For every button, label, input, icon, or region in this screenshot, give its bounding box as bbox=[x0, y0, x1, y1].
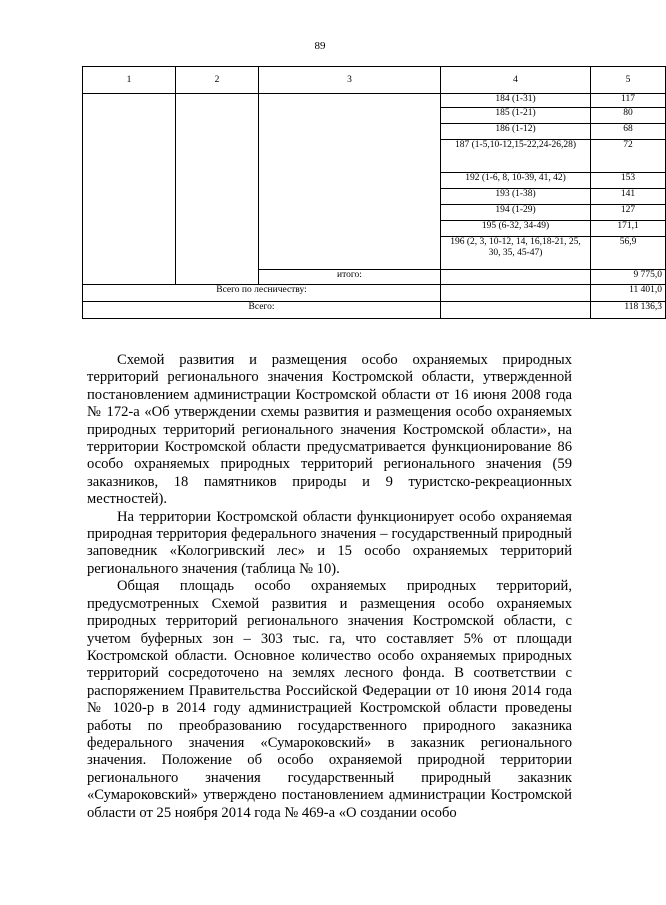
table-cell-empty bbox=[441, 270, 591, 285]
table-cell-empty bbox=[83, 94, 176, 285]
table-cell-empty bbox=[259, 94, 441, 270]
itogo-value: 9 775,0 bbox=[591, 270, 666, 285]
compartment-cell: 186 (1-12) bbox=[441, 124, 591, 140]
compartment-cell: 193 (1-38) bbox=[441, 189, 591, 205]
area-cell: 141 bbox=[591, 189, 666, 205]
table-cell-empty bbox=[441, 285, 591, 302]
column-header: 1 bbox=[83, 67, 176, 94]
itogo-label: итого: bbox=[259, 270, 441, 285]
column-header: 4 bbox=[441, 67, 591, 94]
forestry-total-label: Всего по лесничеству: bbox=[83, 285, 441, 302]
table-cell-empty bbox=[176, 94, 259, 285]
area-cell: 80 bbox=[591, 108, 666, 124]
column-header: 3 bbox=[259, 67, 441, 94]
area-cell: 171,1 bbox=[591, 221, 666, 237]
compartment-cell: 185 (1-21) bbox=[441, 108, 591, 124]
area-cell: 56,9 bbox=[591, 237, 666, 270]
grand-total-row bbox=[83, 302, 666, 319]
compartment-cell: 187 (1-5,10-12,15-22,24-26,28) bbox=[441, 140, 591, 173]
table-header-row bbox=[83, 67, 666, 94]
area-cell: 72 bbox=[591, 140, 666, 173]
area-cell: 117 bbox=[591, 94, 666, 108]
page-number: 89 bbox=[314, 40, 326, 52]
table-cell-empty bbox=[441, 302, 591, 319]
body-text bbox=[87, 352, 572, 822]
area-cell: 153 bbox=[591, 173, 666, 189]
forest-area-table bbox=[82, 66, 666, 319]
column-header: 2 bbox=[176, 67, 259, 94]
forestry-total-value: 11 401,0 bbox=[591, 285, 666, 302]
compartment-cell: 192 (1-6, 8, 10-39, 41, 42) bbox=[441, 173, 591, 189]
area-cell: 127 bbox=[591, 205, 666, 221]
forestry-total-row bbox=[83, 285, 666, 302]
paragraph: На территории Костромской области функционирует особо охраняемая природная территория федерального значения – государственный природный заповедник «Кологривский лес» и 15 особо охраняемых территорий регионального значения (таблица № 10). bbox=[87, 508, 572, 577]
grand-total-value: 118 136,3 bbox=[591, 302, 666, 319]
table-row bbox=[83, 94, 666, 108]
area-cell: 68 bbox=[591, 124, 666, 140]
grand-total-label: Всего: bbox=[83, 302, 441, 319]
compartment-cell: 194 (1-29) bbox=[441, 205, 591, 221]
paragraph: Схемой развития и размещения особо охраняемых природных территорий регионального значения Костромской области, утвержденной постановлением администрации Костромской области от 16 июня 2008 года № 172-а «Об утверждении схемы развития и размещения особо охраняемых природных территорий регионального значения Костромской области», на территории Костромской области предусматривается функционирование 86 особо охраняемых природных территорий регионального значения (59 заказников, 18 памятников природы и 9 туристско-рекреационных местностей). bbox=[87, 352, 572, 508]
paragraph: Общая площадь особо охраняемых природных территорий, предусмотренных Схемой развития и размещения особо охраняемых природных территорий регионального значения Костромской области, с учетом буферных зон – 303 тыс. га, что составляет 5% от площади Костромской области. Основное количество особо охраняемых природных территорий сосредоточено на землях лесного фонда. В соответствии с распоряжением Правительства Российской Федерации от 10 июня 2014 года № 1020-р в 2014 году администрацией Костромской области проведены работы по преобразованию государственного природного заказника федерального значения «Сумароковский» в заказник регионального значения. Положение об особо охраняемой природной территории регионального значения государственный природный заказник «Сумароковский» утверждено постановлением администрации Костромской области от 25 ноября 2014 года № 469-а «О создании особо bbox=[87, 578, 572, 821]
compartment-cell: 195 (6-32, 34-49) bbox=[441, 221, 591, 237]
compartment-cell: 196 (2, 3, 10-12, 14, 16,18-21, 25, 30, 35, 45-47) bbox=[441, 237, 591, 270]
column-header: 5 bbox=[591, 67, 666, 94]
compartment-cell: 184 (1-31) bbox=[441, 94, 591, 108]
